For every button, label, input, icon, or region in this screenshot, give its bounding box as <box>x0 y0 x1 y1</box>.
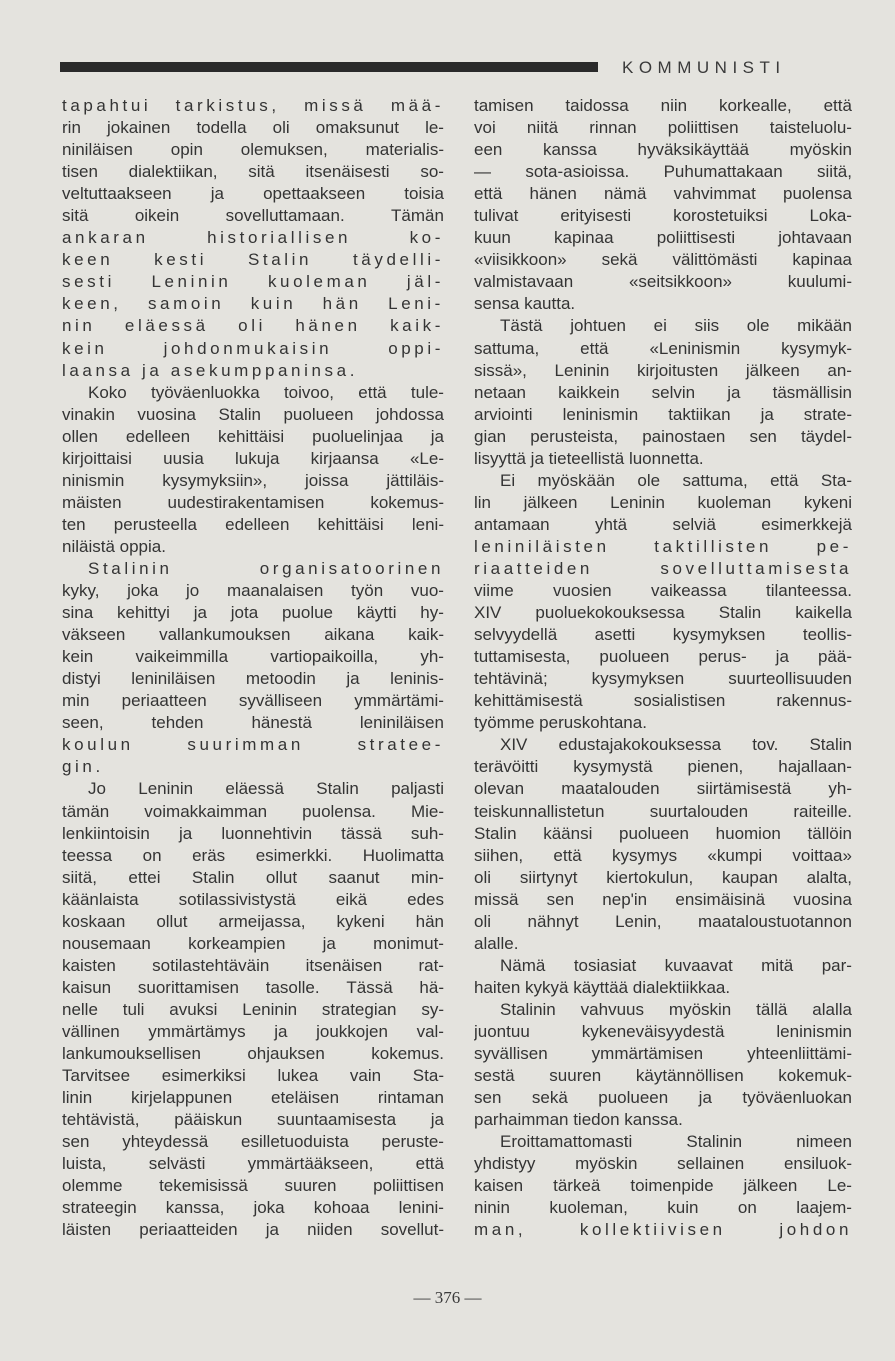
text-line: selvyydellä asetti kysymyksen teollis- <box>474 625 852 645</box>
text-line: gian perusteista, painostaen sen täydel- <box>474 426 852 446</box>
text-line: tämän voimakkaimman puolensa. Mie- <box>62 801 444 821</box>
text-line: XIV puoluekokouksessa Stalin kaikella <box>474 603 852 623</box>
text-line: sen yhteydessä esilletuoduista peruste- <box>62 1132 444 1152</box>
left-text-column <box>62 95 444 1241</box>
text-line: keen, samoin kuin hän Leni- <box>62 294 444 314</box>
text-line: parhaimman tiedon kanssa. <box>474 1110 683 1130</box>
text-line: valmistavaan «seitsikkoon» kuulumi- <box>474 272 852 292</box>
text-line: tehtävinä; kysymyksen suurteollisuuden <box>474 669 852 689</box>
text-line: lisyyttä ja tieteellistä luonnetta. <box>474 448 704 468</box>
text-line: olevan maatalouden siirtämisestä yh- <box>474 779 852 799</box>
text-line: kaisten sotilastehtäväin itsenäisen rat- <box>62 955 444 975</box>
text-line: sattuma, että «Leninismin kysymyk- <box>474 338 852 358</box>
text-line: lin jälkeen Leninin kuoleman kykeni <box>474 492 852 512</box>
text-line: niläistä oppia. <box>62 536 166 556</box>
text-line: läisten periaatteiden ja niiden sovellut- <box>62 1220 444 1240</box>
text-line: veltuttaakseen ja opettaakseen toisia <box>62 184 444 204</box>
text-line: Stalinin organisatoorinen <box>88 558 444 578</box>
text-line: XIV edustajakokouksessa tov. Stalin <box>500 735 852 755</box>
page-number: — 376 — <box>413 1288 482 1307</box>
text-line: Tarvitsee esimerkiksi lukea vain Sta- <box>62 1066 444 1086</box>
text-line: nousemaan korkeampien ja monimut- <box>62 933 444 953</box>
text-line: Stalin käänsi puolueen huomion tällöin <box>474 823 852 843</box>
text-line: Eroittamattomasti Stalinin nimeen <box>500 1132 852 1152</box>
text-line: leniniläisten taktillisten pe- <box>474 536 852 556</box>
text-line: arviointi leninismin taktiikan ja strate- <box>474 404 852 424</box>
text-line: tuttamisesta, puolueen perus- ja pää- <box>474 647 852 667</box>
text-line: kyky, joka jo maanalaisen työn vuo- <box>62 581 444 601</box>
text-line: sissä», Leninin kirjoitusten jälkeen an- <box>474 360 852 380</box>
text-line: siitä, ettei Stalin ollut saanut min- <box>62 867 444 887</box>
text-line: laansa ja asekumppaninsa. <box>62 360 359 380</box>
text-line: distyi leniniläisen metoodin ja leninis- <box>62 669 444 689</box>
text-line: keen kesti Stalin täydelli- <box>62 250 444 270</box>
text-line: koulun suurimman stratee- <box>62 735 444 755</box>
text-line: kein vaikeimmilla vartiopaikoilla, yh- <box>62 647 444 667</box>
text-line: teessa on eräs esimerkki. Huolimatta <box>62 845 444 865</box>
text-line: rin jokainen todella oli omaksunut le- <box>62 118 444 138</box>
text-line: strateegin kanssa, joka kohoaa lenini- <box>62 1198 444 1218</box>
text-line: kaisen tärkeä toimenpide jälkeen Le- <box>474 1176 852 1196</box>
text-line: juontuu kykeneväisyydestä leninismin <box>474 1021 852 1041</box>
text-line: ollen edelleen kehittäisi puoluelinjaa ja <box>62 426 444 446</box>
text-line: käänlaista sotilassivistystä eikä edes <box>62 889 444 909</box>
text-line: lankumouksellisen ohjauksen kokemus. <box>62 1044 444 1064</box>
text-line: tehtävistä, pääiskun suuntaamisesta ja <box>62 1110 444 1130</box>
text-line: Jo Leninin eläessä Stalin paljasti <box>88 779 444 799</box>
text-line: sestä suuren käytännöllisen kokemuk- <box>474 1066 852 1086</box>
text-line: niniläisen opin olemuksen, materialis- <box>62 140 444 160</box>
text-line: oli nähnyt Lenin, maataloustuotannon <box>474 911 852 931</box>
text-line: missä sen nep'in ensimäisinä vuosina <box>474 889 852 909</box>
text-line: teiskunnallistetun suurtalouden raiteille. <box>474 801 852 821</box>
text-line: een kanssa hyväksikäyttää myöskin <box>474 140 852 160</box>
text-line: siihen, että kysymys «kumpi voittaa» <box>474 845 852 865</box>
text-line: sitä oikein sovelluttamaan. Tämän <box>62 206 444 226</box>
text-line: koskaan ollut armeijassa, kykeni hän <box>62 911 444 931</box>
text-line: oli siirtynyt kiertokulun, kaupan alalta, <box>474 867 852 887</box>
text-line: luista, selvästi ymmärtääkseen, että <box>62 1154 444 1174</box>
text-line: ninismin kysymyksiin», joissa jättiläis- <box>62 470 444 490</box>
text-line: sina kehittyi ja jota puolue käytti hy- <box>62 603 444 623</box>
text-line: vällinen ymmärtämys ja joukkojen val- <box>62 1021 444 1041</box>
text-line: Tästä johtuen ei siis ole mikään <box>500 316 852 336</box>
text-line: ninin kuoleman, kuin on laajem- <box>474 1198 852 1218</box>
text-line: Nämä tosiasiat kuvaavat mitä par- <box>500 955 852 975</box>
text-line: alalle. <box>474 933 519 953</box>
text-line: netaan kaikkein selvin ja täsmällisin <box>474 382 852 402</box>
text-line: min periaatteen syvälliseen ymmärtämi- <box>62 691 444 711</box>
text-line: ten perusteella edelleen kehittäisi leni- <box>62 514 444 534</box>
text-line: nin eläessä oli hänen kaik- <box>62 316 444 336</box>
text-line: kaisun suorittamisen tasolle. Tässä hä- <box>62 977 444 997</box>
text-line: «viisikkoon» sekä välittömästi kapinaa <box>474 250 852 270</box>
text-line: lenkiintoisin ja luonnehtivin tässä suh- <box>62 823 444 843</box>
text-line: väkseen vallankumouksen aikana kaik- <box>62 625 444 645</box>
text-line: sen sekä puolueen ja työväenluokan <box>474 1088 852 1108</box>
header-rule <box>60 62 598 72</box>
text-line: Ei myöskään ole sattuma, että Sta- <box>500 470 852 490</box>
text-line: riaatteiden sovelluttamisesta <box>474 558 852 578</box>
text-line: gin. <box>62 757 104 777</box>
text-line: yhdistyy myöskin sellainen ensiluok- <box>474 1154 852 1174</box>
text-line: tisen dialektiikan, sitä itsenäisesti so- <box>62 162 444 182</box>
text-line: ankaran historiallisen ko- <box>62 228 444 248</box>
text-line: Koko työväenluokka toivoo, että tule- <box>88 382 444 402</box>
text-line: tamisen taidossa niin korkealle, että <box>474 96 852 115</box>
text-line: linin kirjelappunen eteläisen rintaman <box>62 1088 444 1108</box>
right-text-column <box>474 95 852 1241</box>
text-line: työmme peruskohtana. <box>474 713 647 733</box>
text-line: mäisten uudestirakentamisen kokemus- <box>62 492 444 512</box>
text-line: sesti Leninin kuoleman jäl- <box>62 272 444 292</box>
text-line: man, kollektiivisen johdon <box>474 1220 852 1240</box>
text-line: syvällisen ymmärtämisen yhteenliittämi- <box>474 1044 852 1064</box>
text-line: että hänen nämä vahvimmat puolensa <box>474 184 852 204</box>
text-line: olemme tekemisissä suuren poliittisen <box>62 1176 444 1196</box>
text-line: terävöitti kysymystä pienen, hajallaan- <box>474 757 852 777</box>
text-line: antamaan yhtä selviä esimerkkejä <box>474 514 852 534</box>
text-line: kirjoittaisi uusia lukuja kirjaansa «Le- <box>62 448 444 468</box>
text-line: kehittämisestä sosialistisen rakennus- <box>474 691 852 711</box>
text-line: kein johdonmukaisin oppi- <box>62 338 444 358</box>
text-line: vinakin vuosina Stalin puolueen johdossa <box>62 404 444 424</box>
text-line: haiten kykyä käyttää dialektiikkaa. <box>474 977 731 997</box>
text-line: kuun kapinaa poliittisesti johtavaan <box>474 228 852 248</box>
text-line: Stalinin vahvuus myöskin tällä alalla <box>500 999 852 1019</box>
text-line: viime vuosien vaikeassa tilanteessa. <box>474 581 852 601</box>
text-line: — sota-asioissa. Puhumattakaan siitä, <box>474 162 852 182</box>
text-line: sensa kautta. <box>474 294 576 314</box>
text-line: voi niitä rinnan poliittisen taisteluolu- <box>474 118 852 138</box>
journal-title: KOMMUNISTI <box>622 58 786 77</box>
text-line: tulivat erityisesti korostetuiksi Loka- <box>474 206 852 226</box>
text-line: seen, tehden hänestä leniniläisen <box>62 713 444 733</box>
text-line: tapahtui tarkistus, missä mää- <box>62 96 444 115</box>
text-line: nelle tuli avuksi Leninin strategian sy- <box>62 999 444 1019</box>
